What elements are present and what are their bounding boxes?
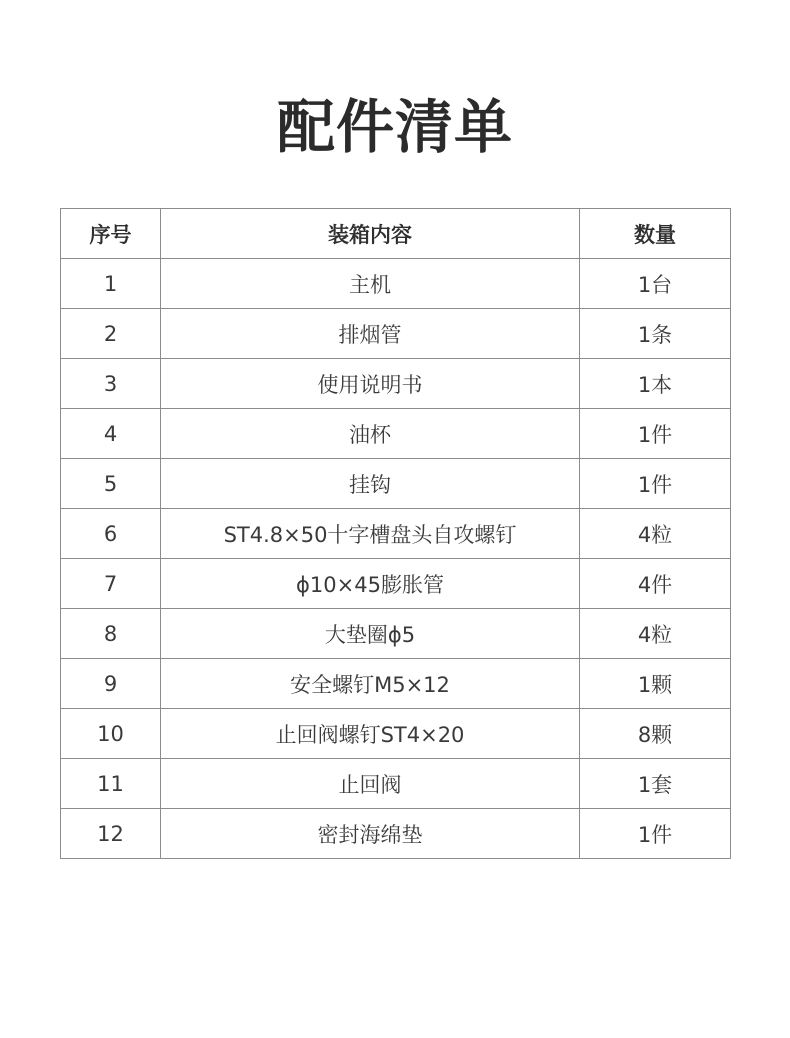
- row-index: 10: [61, 709, 161, 759]
- row-index: 1: [61, 259, 161, 309]
- row-index: 8: [61, 609, 161, 659]
- row-item: 止回阀: [161, 759, 580, 809]
- row-item: 止回阀螺钉ST4×20: [161, 709, 580, 759]
- row-quantity: 1套: [580, 759, 731, 809]
- header-contents: 装箱内容: [161, 209, 580, 259]
- table-row: [61, 509, 731, 559]
- table-row: [61, 259, 731, 309]
- row-quantity: 1条: [580, 309, 731, 359]
- row-quantity: 4件: [580, 559, 731, 609]
- row-index: 5: [61, 459, 161, 509]
- row-item: 大垫圈ϕ5: [161, 609, 580, 659]
- row-index: 6: [61, 509, 161, 559]
- table-row: [61, 459, 731, 509]
- table-row: [61, 609, 731, 659]
- table-row: [61, 659, 731, 709]
- header-index: 序号: [61, 209, 161, 259]
- row-index: 3: [61, 359, 161, 409]
- row-index: 11: [61, 759, 161, 809]
- page-title: 配件清单: [276, 93, 513, 161]
- table-row: [61, 359, 731, 409]
- row-index: 4: [61, 409, 161, 459]
- row-item: 排烟管: [161, 309, 580, 359]
- table-row: [61, 709, 731, 759]
- row-item: ϕ10×45膨胀管: [161, 559, 580, 609]
- row-quantity: 8颗: [580, 709, 731, 759]
- table-row: [61, 559, 731, 609]
- row-quantity: 4粒: [580, 609, 731, 659]
- row-item: 主机: [161, 259, 580, 309]
- table-row: [61, 809, 731, 859]
- row-quantity: 1颗: [580, 659, 731, 709]
- row-index: 9: [61, 659, 161, 709]
- row-item: 油杯: [161, 409, 580, 459]
- table-row: [61, 309, 731, 359]
- row-item: 安全螺钉M5×12: [161, 659, 580, 709]
- row-index: 7: [61, 559, 161, 609]
- row-item: 使用说明书: [161, 359, 580, 409]
- table-header-row: [61, 209, 731, 259]
- row-item: 密封海绵垫: [161, 809, 580, 859]
- table-row: [61, 759, 731, 809]
- row-item: 挂钩: [161, 459, 580, 509]
- table-row: [61, 409, 731, 459]
- parts-list-table: [60, 208, 731, 859]
- row-item: ST4.8×50十字槽盘头自攻螺钉: [161, 509, 580, 559]
- row-index: 2: [61, 309, 161, 359]
- header-quantity: 数量: [580, 209, 731, 259]
- row-quantity: 1件: [580, 459, 731, 509]
- row-quantity: 4粒: [580, 509, 731, 559]
- row-quantity: 1台: [580, 259, 731, 309]
- row-quantity: 1本: [580, 359, 731, 409]
- row-quantity: 1件: [580, 409, 731, 459]
- row-quantity: 1件: [580, 809, 731, 859]
- row-index: 12: [61, 809, 161, 859]
